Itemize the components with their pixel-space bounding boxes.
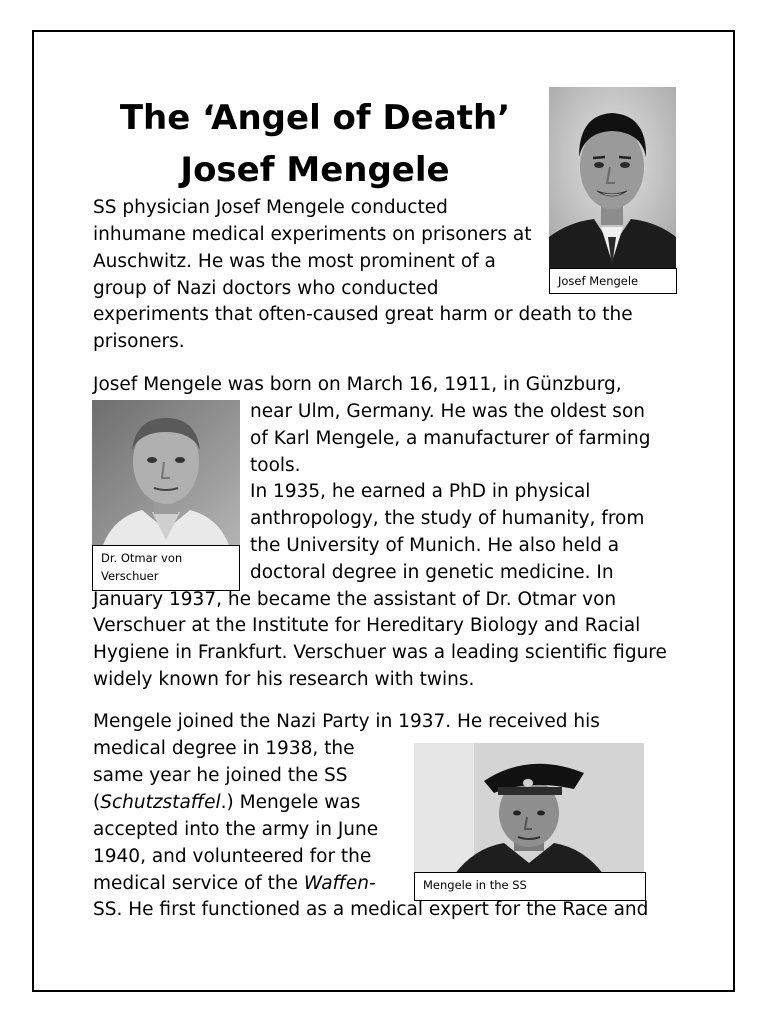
paragraph-3-line-3: same year he joined the SS (93, 765, 348, 786)
paragraph-3-line-1: Mengele joined the Nazi Party in 1937. He received his (93, 711, 600, 732)
schutzstaffel-term: Schutzstaffel (100, 792, 221, 813)
paragraph-1-line-5: experiments that often-caused great harm or death to the (93, 304, 633, 325)
paragraph-2-line-11: Hygiene in Frankfurt. Verschuer was a leading scientific figure (93, 642, 667, 663)
mengele-photo-caption: Josef Mengele (549, 268, 677, 294)
paragraph-1-line-3: Auschwitz. He was the most prominent of a (93, 251, 496, 272)
paragraph-1-line-4: group of Nazi doctors who conducted (93, 278, 439, 299)
paragraph-2-line-5: In 1935, he earned a PhD in physical (250, 481, 591, 502)
paragraph-3-line-2: medical degree in 1938, the (93, 738, 355, 759)
mengele-ss-photo (414, 743, 644, 875)
paragraph-3-line-4: (Schutzstaffel.) Mengele was (93, 792, 361, 813)
paragraph-1-line-6: prisoners. (93, 331, 185, 352)
paragraph-2-line-1: Josef Mengele was born on March 16, 1911, in Günzburg, (93, 374, 622, 395)
page-title (60, 92, 570, 196)
mengele-portrait-photo (549, 87, 676, 270)
verschuer-photo-caption: Dr. Otmar von Verschuer (92, 545, 240, 591)
paragraph-2-line-10: Verschuer at the Institute for Hereditary Biology and Racial (93, 615, 641, 636)
waffen-term: Waffen- (303, 873, 376, 894)
paragraph-2-line-4: tools. (250, 455, 301, 476)
paragraph-3-line-6: 1940, and volunteered for the (93, 846, 372, 867)
verschuer-portrait-photo (92, 400, 240, 548)
paragraph-2-line-12: widely known for his research with twins. (93, 669, 475, 690)
paragraph-3-line-7: medical service of the Waffen- (93, 873, 376, 894)
paragraph-2-line-8: doctoral degree in genetic medicine. In (250, 562, 614, 583)
paragraph-1-line-1: SS physician Josef Mengele conducted (93, 197, 448, 218)
title-line-1: The ‘Angel of Death’ (119, 98, 511, 138)
title-line-2: Josef Mengele (180, 150, 450, 190)
paragraph-2-line-7: the University of Munich. He also held a (250, 535, 620, 556)
mengele-ss-photo-caption: Mengele in the SS (414, 872, 646, 901)
paragraph-3-line-8: SS. He first functioned as a medical expert for the Race and (93, 899, 649, 920)
paragraph-2-line-6: anthropology, the study of humanity, from (250, 508, 645, 529)
paragraph-1-line-2: inhumane medical experiments on prisoners at (93, 224, 532, 245)
paragraph-2-line-3: of Karl Mengele, a manufacturer of farming (250, 428, 651, 449)
paragraph-2-line-2: near Ulm, Germany. He was the oldest son (250, 401, 645, 422)
paragraph-2-line-9: January 1937, he became the assistant of Dr. Otmar von (93, 589, 617, 610)
paragraph-3-line-5: accepted into the army in June (93, 819, 379, 840)
